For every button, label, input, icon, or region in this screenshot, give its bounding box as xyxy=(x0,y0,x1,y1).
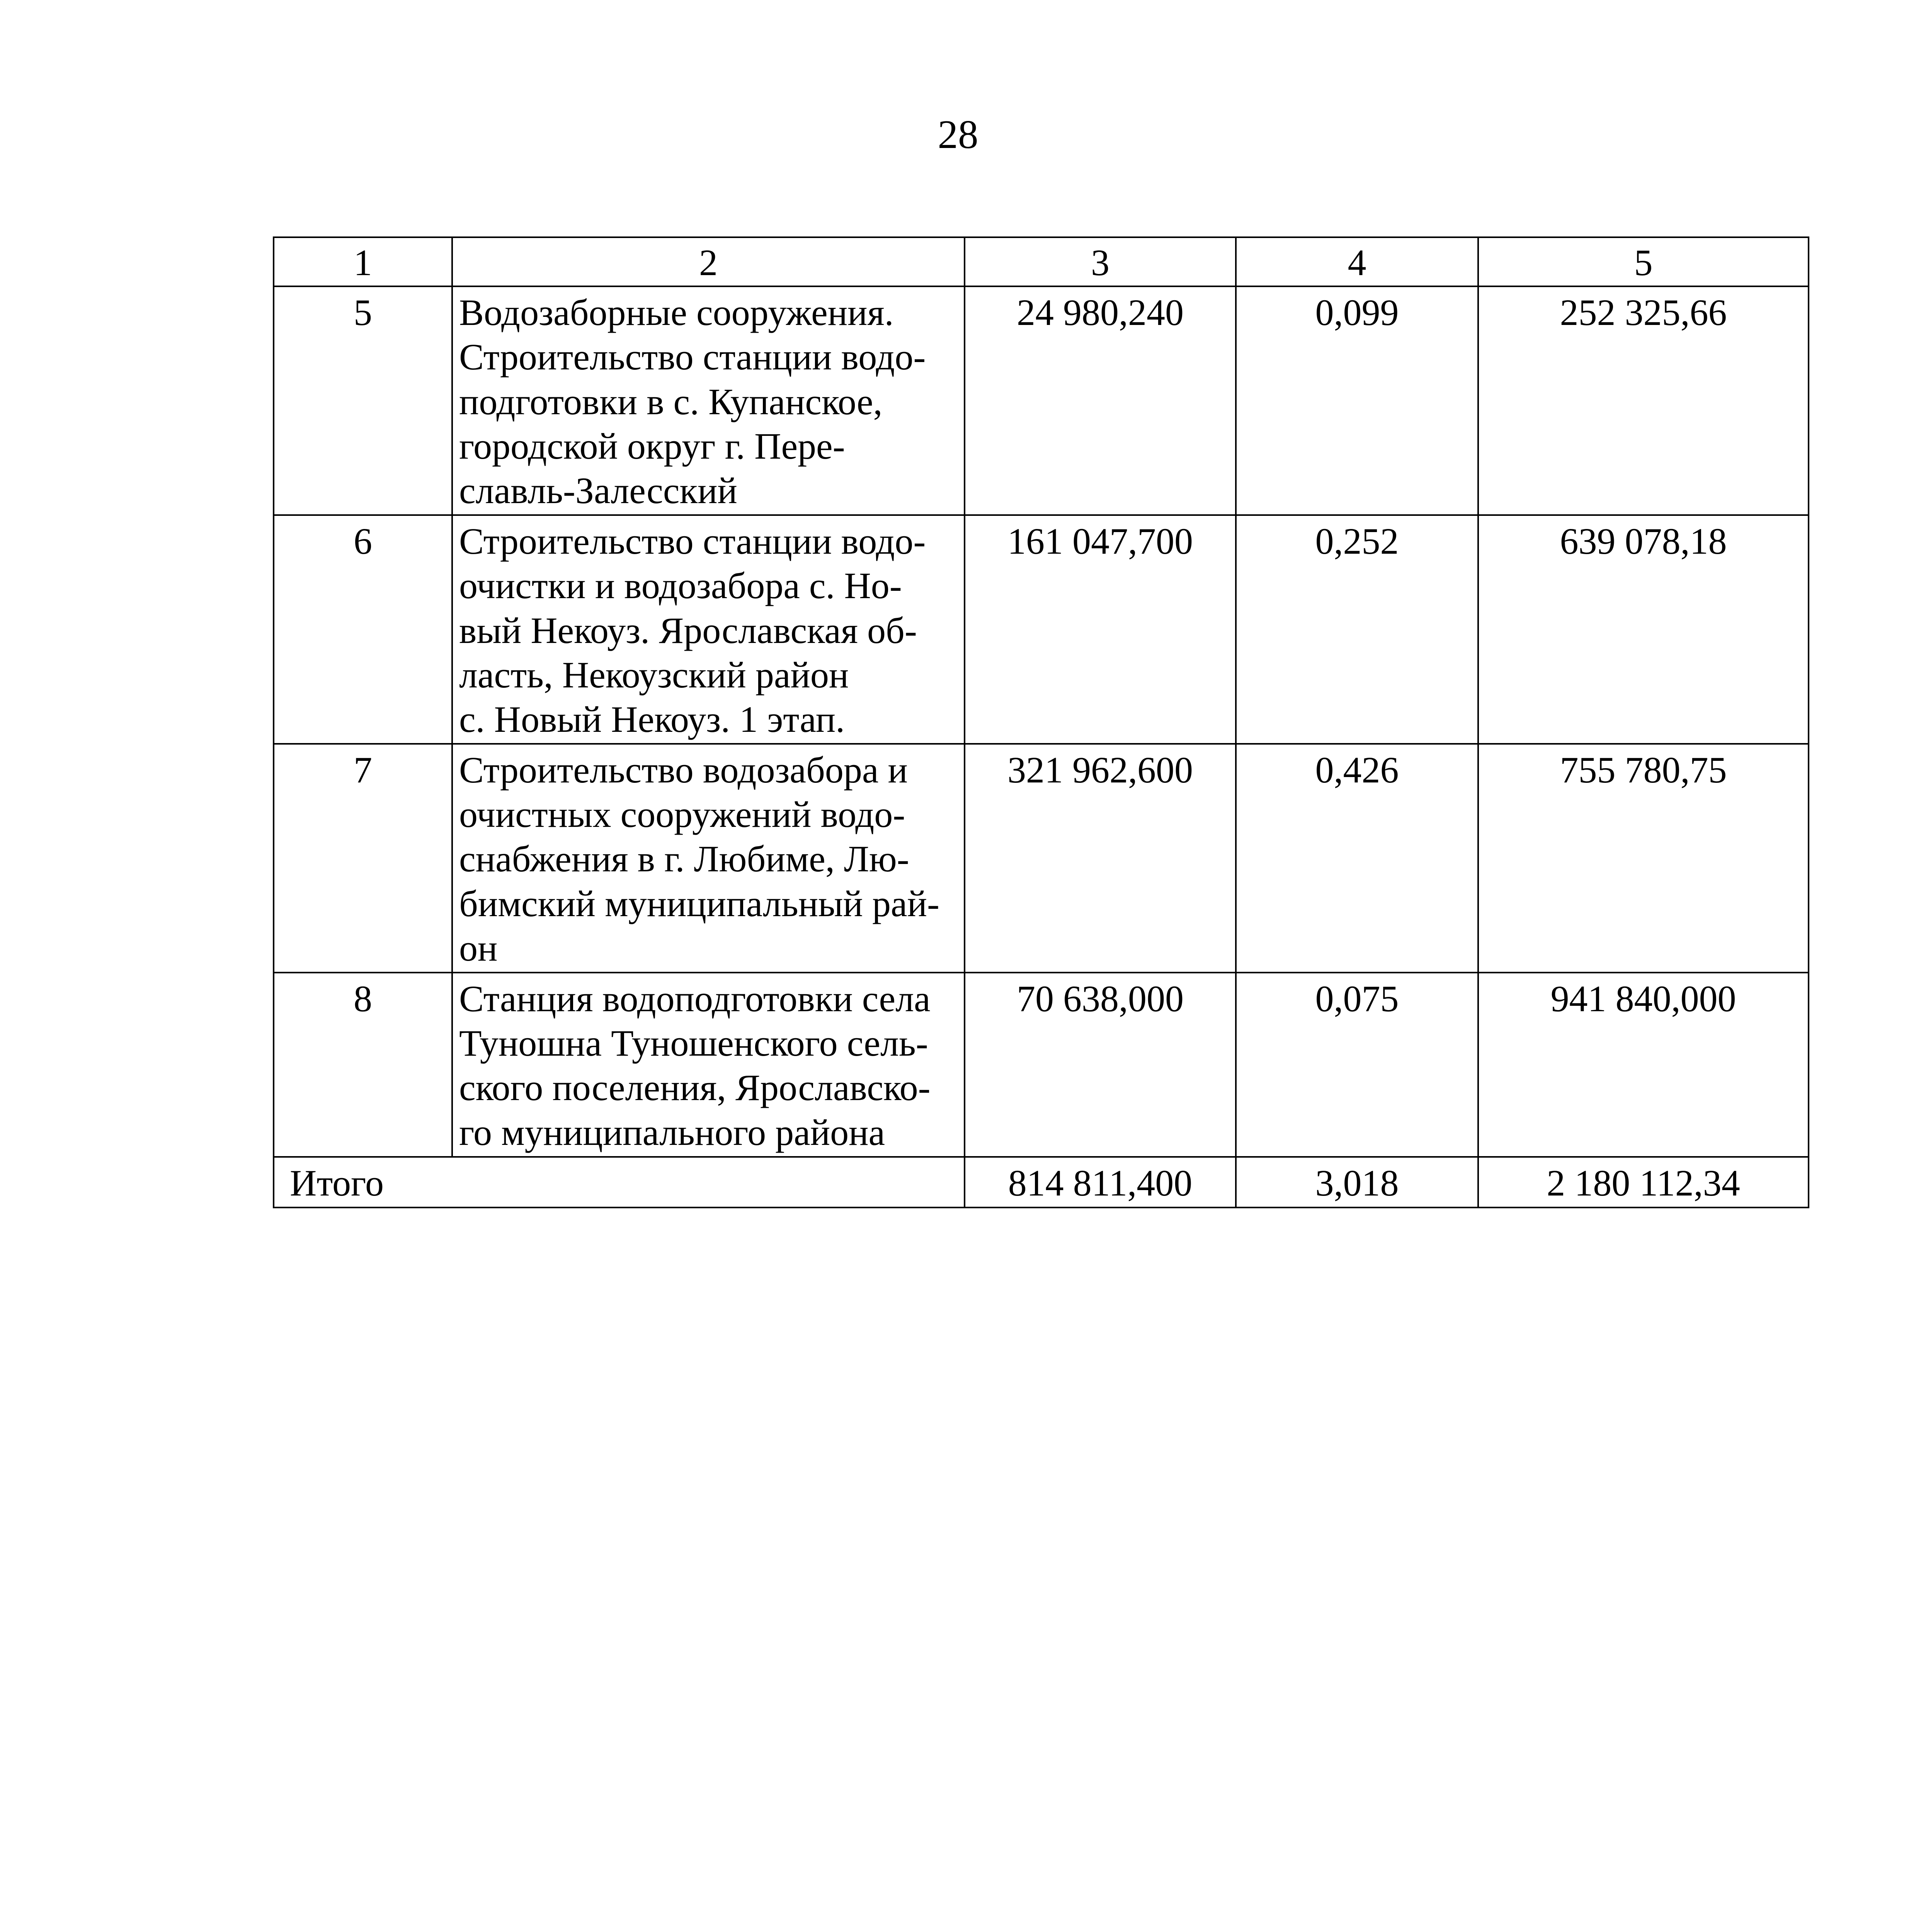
header-cell: 4 xyxy=(1236,237,1478,286)
description-line: Строительство водозабора и xyxy=(459,749,908,791)
row-col3-value: 161 047,700 xyxy=(965,515,1236,744)
description-line: подготовки в с. Купанское, xyxy=(459,381,883,422)
row-col4-value: 0,426 xyxy=(1236,744,1478,973)
description-line: ского поселения, Ярославско- xyxy=(459,1067,931,1109)
row-col4-value: 0,252 xyxy=(1236,515,1478,744)
total-row xyxy=(274,1157,1809,1208)
description-line: городской округ г. Пере- xyxy=(459,425,845,467)
description-line: Водозаборные сооружения. xyxy=(459,292,894,333)
description-line: Станция водоподготовки села xyxy=(459,978,931,1019)
data-table xyxy=(273,236,1809,1208)
total-col3-value: 814 811,400 xyxy=(965,1157,1236,1208)
row-col4-value: 0,099 xyxy=(1236,286,1478,515)
header-cell: 3 xyxy=(965,237,1236,286)
description-line: славль-Залесский xyxy=(459,469,737,511)
row-col5-value: 755 780,75 xyxy=(1478,744,1809,973)
row-description xyxy=(452,973,965,1157)
description-line: Строительство станции водо- xyxy=(459,336,926,378)
description-line: вый Некоуз. Ярославская об- xyxy=(459,609,917,651)
row-number: 7 xyxy=(274,744,452,973)
header-cell: 2 xyxy=(452,237,965,286)
row-number: 6 xyxy=(274,515,452,744)
page-number: 28 xyxy=(938,112,978,157)
description-line: снабжения в г. Любиме, Лю- xyxy=(459,838,909,880)
table-row xyxy=(274,744,1809,973)
description-line: очистки и водозабора с. Но- xyxy=(459,565,902,607)
description-line: Строительство станции водо- xyxy=(459,520,926,562)
total-col5-value: 2 180 112,34 xyxy=(1478,1157,1809,1208)
description-line: с. Новый Некоуз. 1 этап. xyxy=(459,698,845,740)
row-col5-value: 639 078,18 xyxy=(1478,515,1809,744)
row-col5-value: 941 840,000 xyxy=(1478,973,1809,1157)
table-header-row xyxy=(274,237,1809,286)
row-col4-value: 0,075 xyxy=(1236,973,1478,1157)
row-description xyxy=(452,744,965,973)
row-description xyxy=(452,286,965,515)
table-row xyxy=(274,973,1809,1157)
header-cell: 1 xyxy=(274,237,452,286)
description-line: очистных сооружений водо- xyxy=(459,794,905,835)
total-label: Итого xyxy=(274,1157,965,1208)
row-number: 5 xyxy=(274,286,452,515)
row-col3-value: 321 962,600 xyxy=(965,744,1236,973)
row-col5-value: 252 325,66 xyxy=(1478,286,1809,515)
row-col3-value: 24 980,240 xyxy=(965,286,1236,515)
description-line: ласть, Некоузский район xyxy=(459,654,849,696)
description-line: го муниципального района xyxy=(459,1111,885,1153)
table-row xyxy=(274,286,1809,515)
row-number: 8 xyxy=(274,973,452,1157)
table-row xyxy=(274,515,1809,744)
row-description xyxy=(452,515,965,744)
total-col4-value: 3,018 xyxy=(1236,1157,1478,1208)
description-line: Туношна Туношенского сель- xyxy=(459,1022,928,1064)
header-cell: 5 xyxy=(1478,237,1809,286)
description-line: бимский муниципальный рай- xyxy=(459,883,939,924)
row-col3-value: 70 638,000 xyxy=(965,973,1236,1157)
description-line: он xyxy=(459,927,498,969)
